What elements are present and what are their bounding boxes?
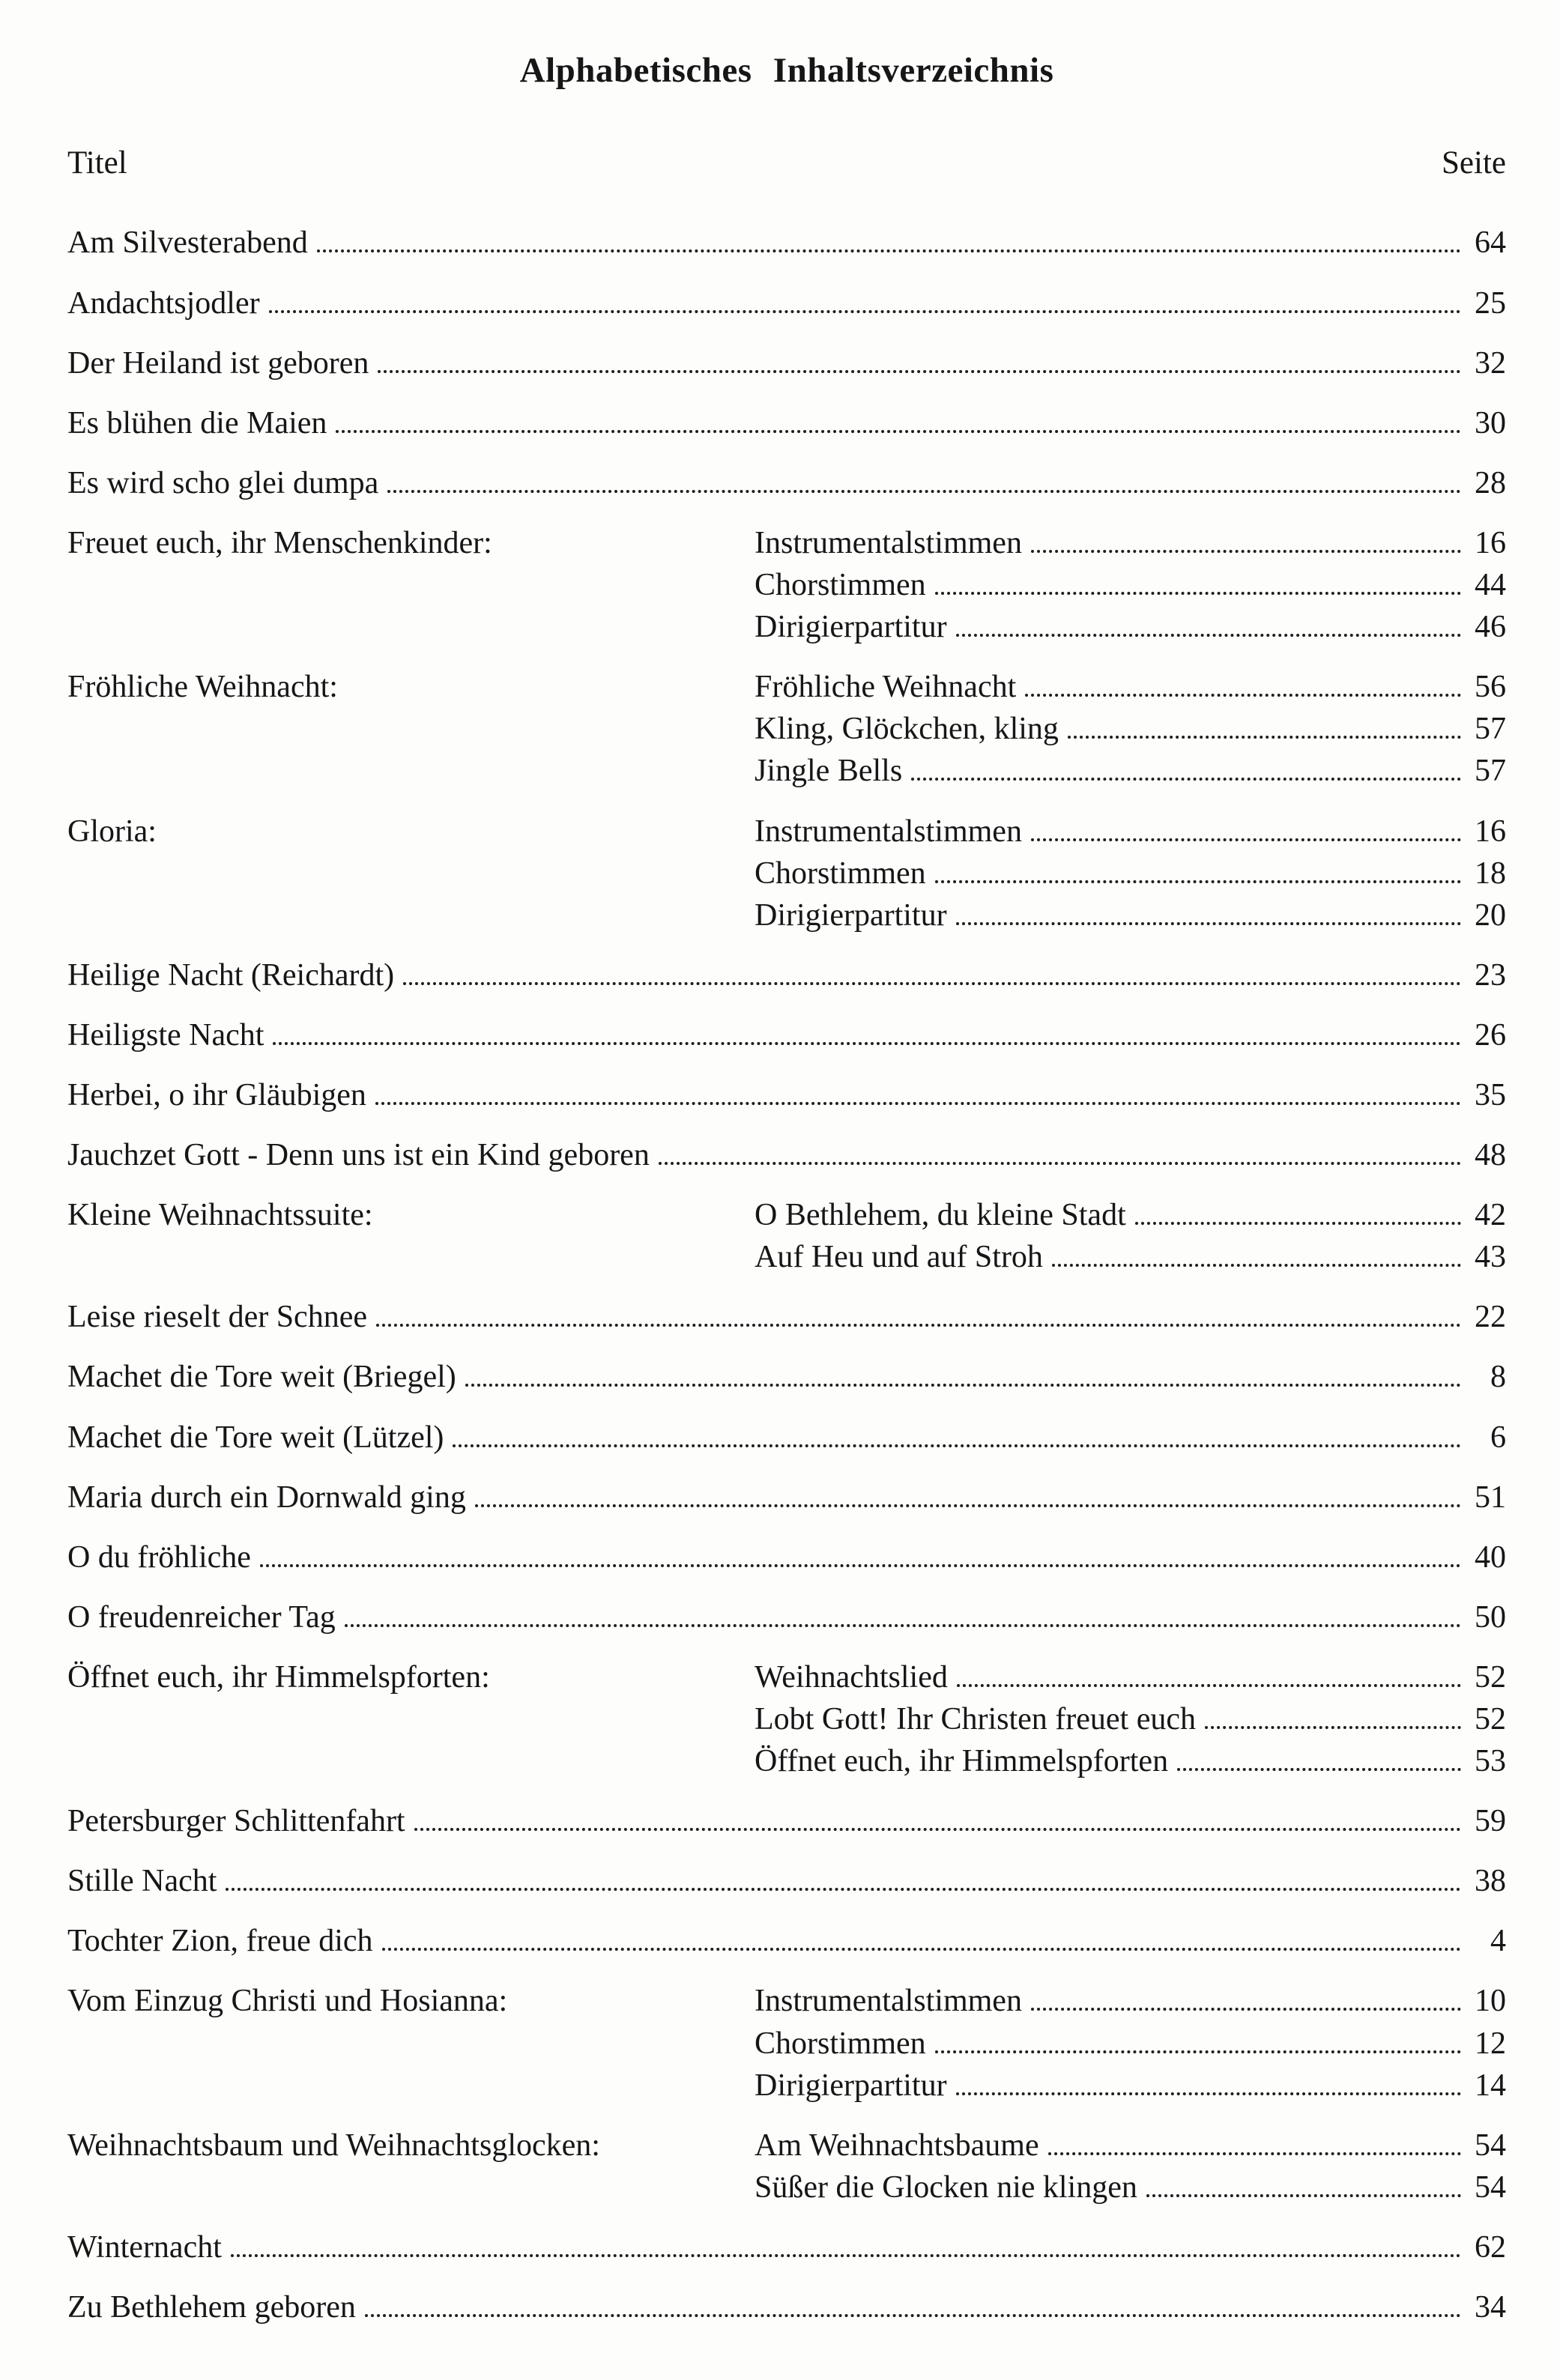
toc-sub-entry-title: O Bethlehem, du kleine Stadt: [755, 1198, 1126, 1233]
toc-entry-title: Weihnachtsbaum und Weihnachtsglocken:: [67, 2128, 600, 2163]
toc-entry-title: O freudenreicher Tag: [67, 1599, 336, 1635]
dot-leader: [475, 1504, 1461, 1507]
page-number: 50: [1475, 1599, 1506, 1635]
page-number: 18: [1475, 856, 1506, 891]
dot-leader: [414, 1828, 1461, 1831]
dot-leader: [935, 592, 1461, 595]
toc-sub-list: [755, 815, 1506, 932]
page-number: 34: [1475, 2290, 1506, 2325]
toc-entry-title: Kleine Weihnachtssuite:: [67, 1198, 373, 1233]
page-number: 62: [1475, 2229, 1506, 2265]
toc-entry-title: Zu Bethlehem geboren: [67, 2290, 356, 2325]
toc-row: [67, 2231, 1506, 2264]
dot-leader: [345, 1624, 1461, 1627]
dot-leader: [957, 1684, 1461, 1687]
dot-leader: [231, 2254, 1461, 2257]
page-number: 32: [1475, 345, 1506, 381]
page-number: 22: [1475, 1300, 1506, 1335]
toc-sub-row: [755, 857, 1506, 890]
dot-leader: [1025, 694, 1461, 697]
toc-sub-row: [755, 815, 1506, 848]
page-title: Alphabetisches Inhaltsverzeichnis: [519, 51, 1054, 90]
toc-row: [67, 1865, 1506, 1898]
dot-leader: [1031, 550, 1461, 553]
toc-entry-title: Maria durch ein Dornwald ging: [67, 1480, 466, 1515]
column-header-seite: Seite: [1442, 145, 1506, 181]
toc-sub-row: [755, 611, 1506, 644]
dot-leader: [935, 2050, 1461, 2053]
toc-sub-row: [755, 1241, 1506, 1274]
dot-leader: [911, 778, 1461, 781]
page-number: 20: [1475, 897, 1506, 933]
toc-entry-title: Machet die Tore weit (Briegel): [67, 1360, 456, 1395]
toc-row: [67, 1079, 1506, 1112]
toc-entry-title: Machet die Tore weit (Lützel): [67, 1420, 444, 1455]
toc-row: [67, 407, 1506, 440]
dot-leader: [1031, 838, 1461, 841]
toc-entry-title: Heiligste Nacht: [67, 1017, 264, 1053]
toc-sub-entry-title: Instrumentalstimmen: [755, 1984, 1022, 2019]
toc-entry-title: Andachtsjodler: [67, 285, 260, 321]
page-number: 53: [1475, 1744, 1506, 1779]
toc-row: [67, 1601, 1506, 1634]
toc-sub-row: [755, 527, 1506, 560]
dot-leader: [403, 982, 1461, 985]
toc-entry-title: Am Silvesterabend: [67, 225, 308, 261]
toc-sub-row: [755, 2171, 1506, 2204]
dot-leader: [1052, 1264, 1461, 1267]
toc-entry-title: Fröhliche Weihnacht:: [67, 670, 338, 705]
page-number: 48: [1475, 1138, 1506, 1173]
toc-sub-entry-title: Auf Heu und auf Stroh: [755, 1240, 1043, 1275]
toc-sub-row: [755, 2069, 1506, 2102]
dot-leader: [465, 1384, 1461, 1387]
toc-sub-list: [755, 1661, 1506, 1778]
page-number: 4: [1490, 1924, 1506, 1959]
toc-sub-row: [755, 712, 1506, 745]
page-number: 64: [1475, 225, 1506, 261]
toc-sub-entry-title: Kling, Glöckchen, kling: [755, 712, 1059, 747]
toc-sub-entry-title: Weihnachtslied: [755, 1659, 948, 1695]
toc-sub-row: [755, 1199, 1506, 1232]
toc-sub-entry-title: Chorstimmen: [755, 568, 926, 603]
toc-sub-list: [755, 1984, 1506, 2101]
dot-leader: [1177, 1768, 1461, 1771]
page-number: 35: [1475, 1077, 1506, 1112]
page-number: 38: [1475, 1864, 1506, 1899]
dot-leader: [1048, 2152, 1461, 2155]
dot-leader: [659, 1162, 1461, 1165]
toc-row: [67, 1481, 1506, 1514]
dot-leader: [336, 430, 1461, 433]
toc-entry-title: Petersburger Schlittenfahrt: [67, 1804, 405, 1839]
toc-sub-list: [755, 670, 1506, 787]
dot-leader: [956, 634, 1461, 637]
page-number: 23: [1475, 957, 1506, 993]
toc-sub-list: [755, 2129, 1506, 2204]
toc-sub-entry-title: Instrumentalstimmen: [755, 814, 1022, 849]
page-number: 14: [1475, 2068, 1506, 2103]
toc-sub-entry-title: Dirigierpartitur: [755, 2068, 947, 2103]
page-number: 54: [1475, 2169, 1506, 2205]
toc-sub-row: [755, 1745, 1506, 1778]
toc-row: [67, 347, 1506, 380]
page-number: 43: [1475, 1240, 1506, 1275]
toc-sub-entry-title: Dirigierpartitur: [755, 610, 947, 645]
dot-leader: [453, 1444, 1461, 1447]
page-number: 51: [1475, 1480, 1506, 1515]
page-number: 10: [1475, 1984, 1506, 2019]
dot-leader: [1031, 2008, 1461, 2011]
toc-group-row: [67, 815, 1506, 932]
page-number: 44: [1475, 568, 1506, 603]
toc-row: [67, 467, 1506, 500]
toc-sub-entry-title: Am Weihnachtsbaume: [755, 2128, 1039, 2163]
toc-sub-row: [755, 754, 1506, 787]
dot-leader: [269, 310, 1461, 313]
dot-leader: [935, 880, 1461, 883]
toc-sub-row: [755, 899, 1506, 932]
toc-row: [67, 287, 1506, 320]
toc-sub-entry-title: Fröhliche Weihnacht: [755, 670, 1017, 705]
toc-entry-title: Vom Einzug Christi und Hosianna:: [67, 1984, 508, 2019]
dot-leader: [956, 922, 1461, 925]
toc-entry-title: Herbei, o ihr Gläubigen: [67, 1077, 366, 1112]
toc-row: [67, 1019, 1506, 1052]
dot-leader: [317, 249, 1461, 252]
dot-leader: [375, 1102, 1461, 1105]
dot-leader: [1068, 736, 1461, 739]
toc-list: [67, 226, 1506, 2324]
column-header-titel: Titel: [67, 145, 127, 181]
dot-leader: [376, 1324, 1461, 1327]
dot-leader: [1135, 1222, 1461, 1225]
toc-entry-title: Leise rieselt der Schnee: [67, 1300, 367, 1335]
toc-entry-title: Jauchzet Gott - Denn uns ist ein Kind geboren: [67, 1138, 650, 1173]
page-number: 59: [1475, 1804, 1506, 1839]
toc-sub-row: [755, 1661, 1506, 1694]
toc-group-row: [67, 527, 1506, 644]
dot-leader: [387, 490, 1461, 493]
page-number: 25: [1475, 285, 1506, 321]
toc-group-row: [67, 670, 1506, 787]
toc-group-row: [67, 1984, 1506, 2101]
toc-sub-row: [755, 1984, 1506, 2017]
toc-row: [67, 1421, 1506, 1454]
page-number: 46: [1475, 610, 1506, 645]
page-number: 6: [1490, 1420, 1506, 1455]
column-header-row: [67, 146, 1506, 180]
dot-leader: [1205, 1726, 1461, 1729]
toc-row: [67, 1925, 1506, 1957]
toc-entry-title: Gloria:: [67, 814, 157, 849]
page-number: 26: [1475, 1017, 1506, 1053]
toc-sub-list: [755, 527, 1506, 644]
toc-entry-title: O du fröhliche: [67, 1539, 251, 1575]
toc-sub-entry-title: Lobt Gott! Ihr Christen freuet euch: [755, 1702, 1196, 1737]
dot-leader: [1146, 2194, 1461, 2197]
page-number: 42: [1475, 1198, 1506, 1233]
page-number: 16: [1475, 814, 1506, 849]
toc-row: [67, 226, 1506, 259]
toc-row: [67, 2291, 1506, 2324]
toc-sub-entry-title: Öffnet euch, ihr Himmelspforten: [755, 1744, 1169, 1779]
page-number: 30: [1475, 405, 1506, 440]
page-number: 57: [1475, 754, 1506, 789]
toc-entry-title: Der Heiland ist geboren: [67, 345, 369, 381]
toc-entry-title: Stille Nacht: [67, 1864, 217, 1899]
toc-sub-entry-title: Chorstimmen: [755, 2026, 926, 2061]
toc-sub-entry-title: Chorstimmen: [755, 856, 926, 891]
dot-leader: [260, 1564, 1461, 1567]
page-number: 28: [1475, 465, 1506, 500]
toc-entry-title: Freuet euch, ihr Menschenkinder:: [67, 525, 492, 560]
page-number: 52: [1475, 1702, 1506, 1737]
page-number: 8: [1490, 1360, 1506, 1395]
toc-sub-entry-title: Instrumentalstimmen: [755, 525, 1022, 560]
dot-leader: [273, 1042, 1461, 1045]
dot-leader: [378, 370, 1461, 373]
toc-row: [67, 1300, 1506, 1333]
toc-sub-entry-title: Süßer die Glocken nie klingen: [755, 2169, 1137, 2205]
page-number: 12: [1475, 2026, 1506, 2061]
toc-row: [67, 1541, 1506, 1574]
toc-sub-row: [755, 2129, 1506, 2162]
toc-entry-title: Es wird scho glei dumpa: [67, 465, 379, 500]
page-number: 54: [1475, 2128, 1506, 2163]
page-number: 16: [1475, 525, 1506, 560]
toc-sub-entry-title: Jingle Bells: [755, 754, 903, 789]
toc-group-row: [67, 1199, 1506, 1274]
page-number: 57: [1475, 712, 1506, 747]
toc-row: [67, 959, 1506, 992]
toc-row: [67, 1139, 1506, 1172]
toc-group-row: [67, 1661, 1506, 1778]
dot-leader: [956, 2092, 1461, 2095]
toc-sub-row: [755, 670, 1506, 703]
page-number: 56: [1475, 670, 1506, 705]
toc-sub-row: [755, 569, 1506, 602]
toc-entry-title: Es blühen die Maien: [67, 405, 327, 440]
toc-sub-row: [755, 1703, 1506, 1736]
toc-group-row: [67, 2129, 1506, 2204]
dot-leader: [382, 1948, 1461, 1951]
toc-row: [67, 1360, 1506, 1393]
toc-entry-title: Winternacht: [67, 2229, 222, 2265]
toc-sub-list: [755, 1199, 1506, 1274]
dot-leader: [226, 1888, 1461, 1891]
dot-leader: [365, 2314, 1461, 2317]
toc-row: [67, 1805, 1506, 1838]
toc-entry-title: Heilige Nacht (Reichardt): [67, 957, 395, 993]
page-number: 40: [1475, 1539, 1506, 1575]
page-number: 52: [1475, 1659, 1506, 1695]
toc-sub-row: [755, 2027, 1506, 2060]
toc-sub-entry-title: Dirigierpartitur: [755, 897, 947, 933]
toc-entry-title: Öffnet euch, ihr Himmelspforten:: [67, 1659, 490, 1695]
toc-entry-title: Tochter Zion, freue dich: [67, 1924, 373, 1959]
